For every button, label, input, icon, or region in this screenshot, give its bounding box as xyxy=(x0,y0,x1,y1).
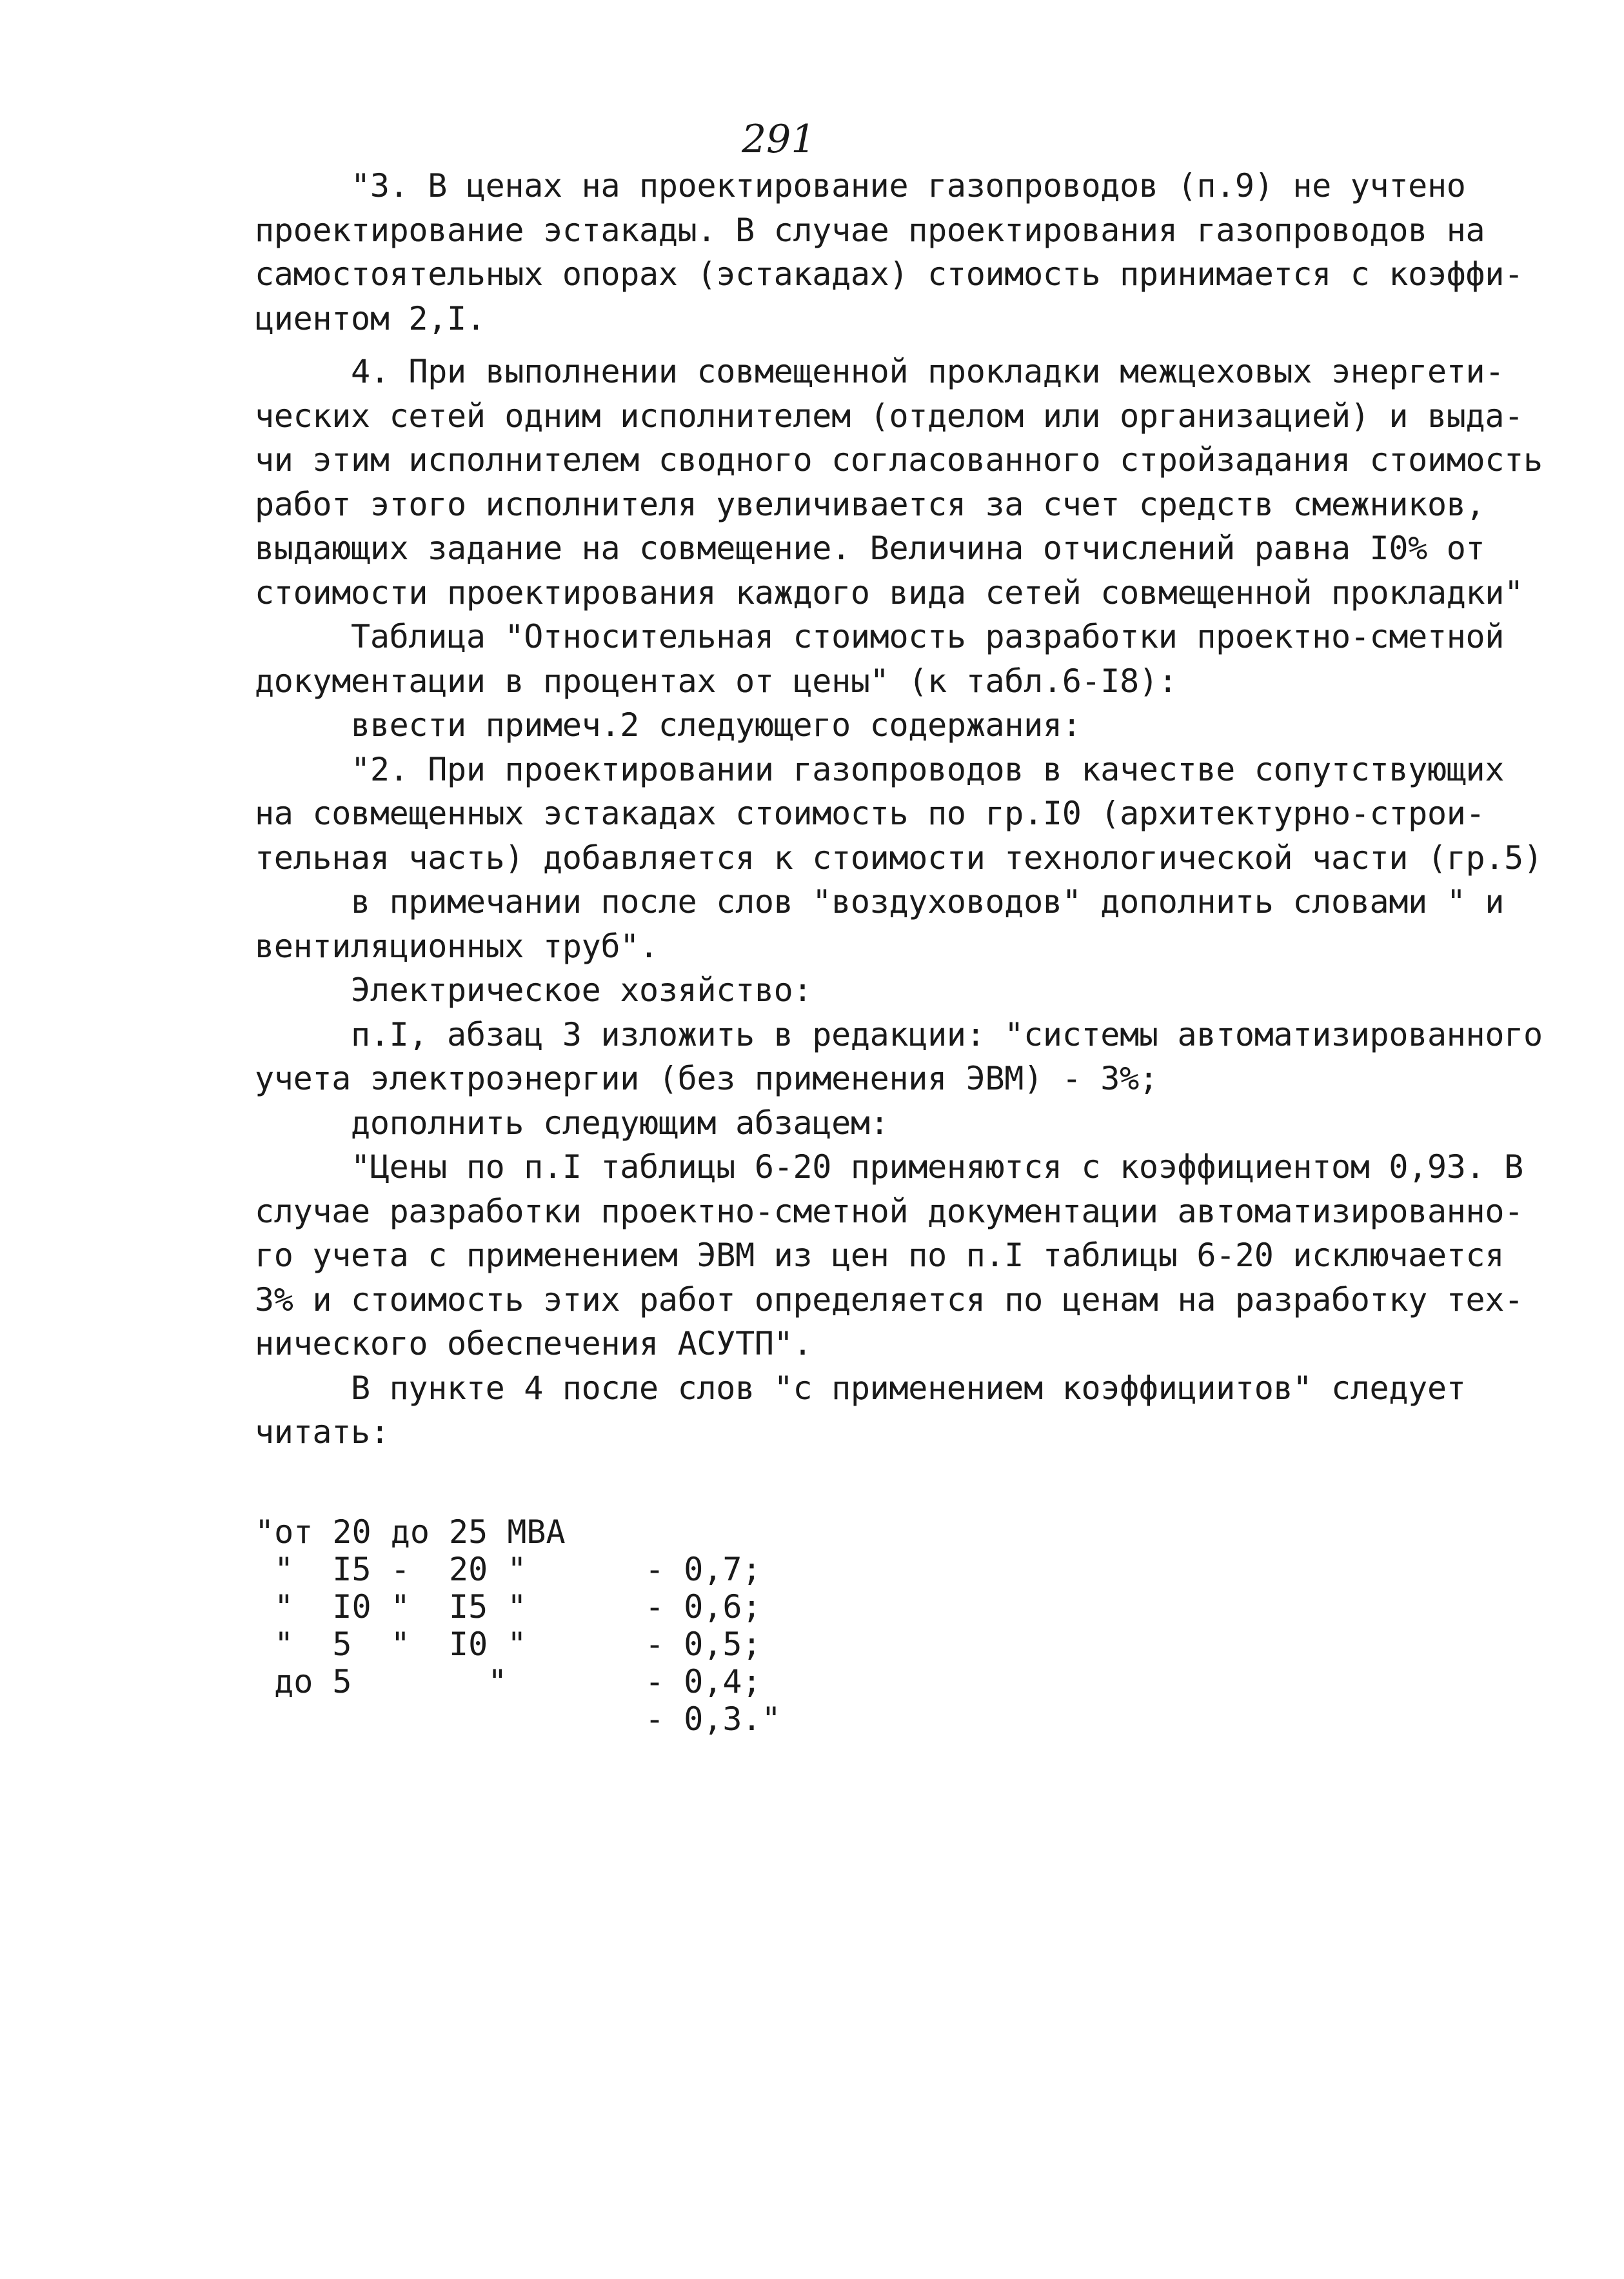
text-line: циентом 2,I. xyxy=(255,299,486,337)
coefficient-list xyxy=(255,1476,900,1738)
paragraph-gap xyxy=(255,341,1538,350)
text-line: го учета с применением ЭВМ из цен по п.I таблицы 6-20 исключается xyxy=(255,1237,1505,1274)
text-line: выдающих задание на совмещение. Величина отчислений равна I0% от xyxy=(255,530,1485,567)
document-body xyxy=(255,164,1543,1455)
text-line: проектирование эстакады. В случае проектирования газопроводов на xyxy=(255,211,1485,249)
text-line: в примечании после слов "воздуховодов" дополнить словами " и xyxy=(255,883,1505,921)
text-line: В пункте 4 после слов "с применением коэффициитов" следует xyxy=(255,1369,1466,1407)
text-line: п.I, абзац 3 изложить в редакции: "системы автоматизированного xyxy=(255,1015,1543,1053)
text-line: "3. В ценах на проектирование газопроводов (п.9) не учтено xyxy=(255,167,1466,204)
text-line: вентиляционных труб". xyxy=(255,927,659,965)
text-line: учета электроэнергии (без применения ЭВМ) - 3%; xyxy=(255,1060,1158,1097)
text-line: Таблица "Относительная стоимость разработки проектно-сметной xyxy=(255,618,1505,655)
page-number: 291 xyxy=(742,117,816,162)
coefficient-value: - 0,4; xyxy=(645,1663,762,1700)
text-line: "Цены по п.I таблицы 6-20 применяются с коэффициентом 0,93. В xyxy=(255,1148,1523,1186)
text-line: Электрическое хозяйство: xyxy=(255,971,813,1009)
text-line: самостоятельных опорах (эстакадах) стоимость принимается с коэффи- xyxy=(255,255,1523,293)
coefficient-value: - 0,6; xyxy=(645,1588,762,1626)
text-line: работ этого исполнителя увеличивается за счет средств смежников, xyxy=(255,485,1485,523)
text-line: 4. При выполнении совмещенной прокладки межцеховых энергети- xyxy=(255,353,1505,390)
text-line: ческих сетей одним исполнителем (отделом или организацией) и выда- xyxy=(255,397,1523,435)
text-line: чи этим исполнителем сводного согласованного стройзадания стоимость xyxy=(255,441,1543,479)
text-line: 3% и стоимость этих работ определяется по ценам на разработку тех- xyxy=(255,1280,1523,1319)
text-line: дополнить следующим абзацем: xyxy=(255,1104,889,1142)
text-line: читать: xyxy=(255,1413,390,1451)
text-line: случае разработки проектно-сметной документации автоматизированно- xyxy=(255,1192,1523,1230)
text-line: "2. При проектировании газопроводов в качестве сопутствующих xyxy=(255,750,1505,788)
coefficient-value: - 0,7; xyxy=(645,1551,762,1588)
text-line: на совмещенных эстакадах стоимость по гр.I0 (архитектурно-строи- xyxy=(255,795,1485,832)
text-line: нического обеспечения АСУТП". xyxy=(255,1325,813,1362)
text-line: документации в процентах от цены" (к табл.6-I8): xyxy=(255,662,1178,700)
text-line: ввести примеч.2 следующего содержания: xyxy=(255,706,1082,744)
text-line: тельная часть) добавляется к стоимости технологической части (гр.5) xyxy=(255,839,1543,877)
coefficient-value: - 0,3." xyxy=(645,1700,781,1738)
power-range: "от 20 до 25 МВА xyxy=(255,1513,566,1551)
coefficient-value: - 0,5; xyxy=(645,1626,762,1663)
power-range: " 5 " I0 " xyxy=(255,1626,527,1663)
power-range: " I5 - 20 " xyxy=(255,1551,527,1588)
power-range: " I0 " I5 " xyxy=(255,1588,527,1626)
power-range: до 5 " xyxy=(255,1663,508,1700)
text-line: стоимости проектирования каждого вида сетей совмещенной прокладки" xyxy=(255,573,1523,612)
